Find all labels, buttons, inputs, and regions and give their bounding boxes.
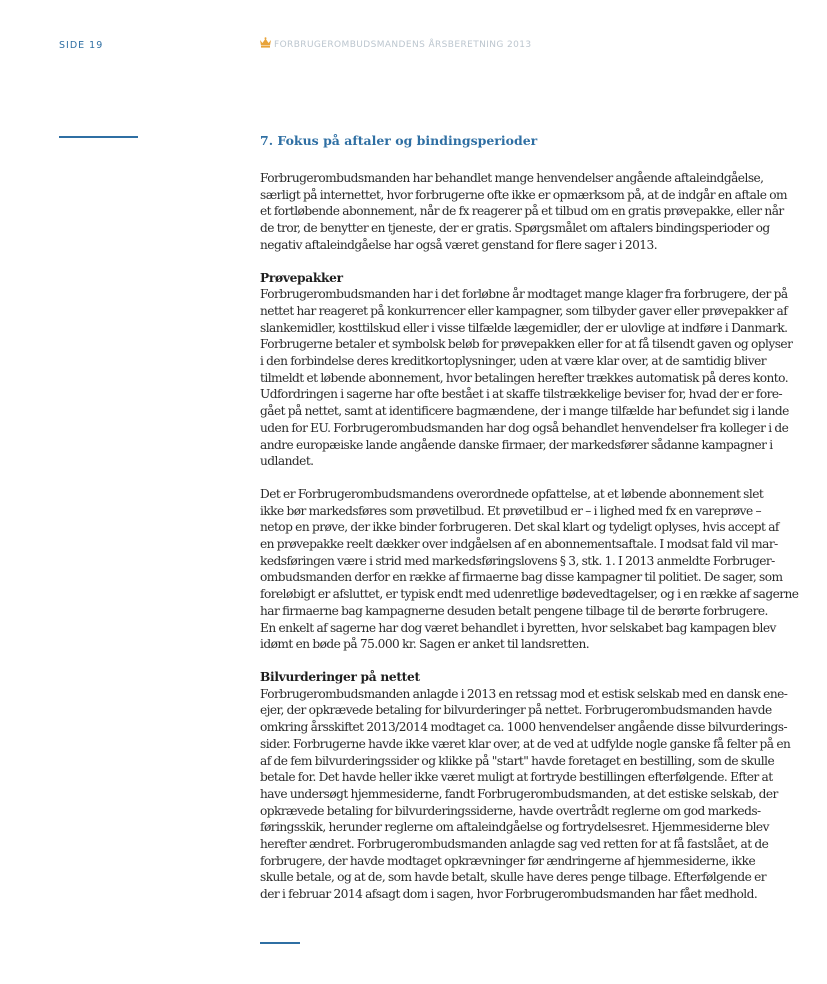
bilvurderinger-heading: Bilvurderinger på nettet <box>260 669 420 684</box>
section-title: 7. Fokus på aftaler og bindingsperioder <box>260 133 538 148</box>
text-line: ejer, der opkrævede betaling for bilvurderinger på nettet. Forbrugerombudsmanden havde <box>260 703 772 718</box>
text-line: udlandet. <box>260 454 314 469</box>
text-line: der i februar 2014 afsagt dom i sagen, hvor Forbrugerombudsmanden har fået medhold. <box>260 887 758 902</box>
text-line: ombudsmanden derfor en række af firmaerne bag disse kampagner til politiet. De sager, som <box>260 570 783 585</box>
text-line: Det er Forbrugerombudsmandens overordnede opfattelse, at et løbende abonnement slet <box>260 486 764 501</box>
text-line: Forbrugerombudsmanden har i det forløbne år modtaget mange klager fra forbrugere, der på <box>260 287 788 302</box>
left-accent-rule <box>59 136 138 138</box>
text-line: opkrævede betaling for bilvurderingssiderne, havde overtrådt reglerne om god markeds- <box>260 803 761 818</box>
text-line: skulle betale, og at de, som havde betalt, skulle have deres penge tilbage. Efterfølgende er <box>260 870 767 885</box>
text-line: Forbrugerombudsmanden har behandlet mange henvendelser angående aftaleindgåelse, <box>260 171 764 185</box>
text-line: Forbrugerombudsmanden anlagde i 2013 en retssag mod et estisk selskab med en dansk ene- <box>260 686 788 701</box>
text-line: Forbrugerne betaler et symbolsk beløb for prøvepakken eller for at få tilsendt gaven og oplyser <box>260 337 793 352</box>
text-line: gået på nettet, samt at identificere bagmændene, der i mange tilfælde har befundet sig i lande <box>260 404 789 419</box>
text-line: foreløbigt er afsluttet, er typisk endt med udenretlige bødevedtagelser, og i en række af sagerne <box>260 587 799 602</box>
text-line: de tror, de benytter en tjeneste, der er gratis. Spørgsmålet om aftalers bindingsperioder og <box>260 221 770 236</box>
crown-icon <box>259 37 272 48</box>
text-line: sider. Forbrugerne havde ikke været klar over, at de ved at udfylde nogle ganske få felter på en <box>260 736 791 751</box>
text-line: tilmeldt et løbende abonnement, hvor betalingen herefter trækkes automatisk på deres konto. <box>260 370 789 385</box>
text-line: ikke bør markedsføres som prøvetilbud. Et prøvetilbud er – i lighed med fx en vareprøve – <box>260 503 762 518</box>
text-line: et fortløbende abonnement, når de fx reagerer på et tilbud om en gratis prøvepakke, eller når <box>260 204 784 219</box>
text-line: en prøvepakke reelt dækker over indgåelsen af en abonnementsaftale. I modsat fald vil mar- <box>260 537 778 552</box>
text-line: omkring årsskiftet 2013/2014 modtaget ca. 1000 henvendelser angående disse bilvurderings- <box>260 720 788 735</box>
text-line: betale for. Det havde heller ikke været muligt at fortryde bestillingen efterfølgende. Efter at <box>260 770 773 785</box>
text-line: herefter ændret. Forbrugerombudsmanden anlagde sag ved retten for at få fastslået, at de <box>260 837 769 852</box>
bottom-accent-rule <box>260 942 300 944</box>
intro-paragraph <box>260 170 790 254</box>
running-header-title: FORBRUGEROMBUDSMANDENS ÅRSBERETNING 2013 <box>274 40 532 50</box>
text-line: føringsskik, herunder reglerne om aftaleindgåelse og fortrydelsesret. Hjemmesiderne blev <box>260 820 769 835</box>
bilvurderinger-section <box>260 669 790 903</box>
text-line: idømt en bøde på 75.000 kr. Sagen er anket til landsretten. <box>260 637 590 652</box>
text-line: negativ aftaleindgåelse har også været genstand for flere sager i 2013. <box>260 237 658 252</box>
proevepakker-section <box>260 270 793 470</box>
text-line: Udfordringen i sagerne har ofte bestået i at skaffe tilstrækkelige beviser for, hvad der er fore- <box>260 387 783 402</box>
proevepakker-heading: Prøvepakker <box>260 270 343 285</box>
text-line: netop en prøve, der ikke binder forbrugeren. Det skal klart og tydeligt oplyses, hvis accept af <box>260 520 779 535</box>
page-number: SIDE 19 <box>59 40 104 51</box>
text-line: uden for EU. Forbrugerombudsmanden har dog også behandlet henvendelser fra kolleger i de <box>260 420 789 435</box>
text-line: andre europæiske lande angående danske firmaer, der markedsfører sådanne kampagner i <box>260 437 773 452</box>
text-line: nettet har reageret på konkurrencer eller kampagner, som tilbyder gaver eller prøvepakker af <box>260 303 788 318</box>
text-line: have undersøgt hjemmesiderne, fandt Forbrugerombudsmanden, at det estiske selskab, der <box>260 786 778 801</box>
opfattelse-paragraph <box>260 486 799 653</box>
article-body <box>260 132 799 919</box>
text-line: i den forbindelse deres kreditkortoplysninger, uden at være klar over, at de samtidig bliver <box>260 354 767 369</box>
text-line: kedsføringen være i strid med markedsføringslovens § 3, stk. 1. I 2013 anmeldte Forbruger- <box>260 553 775 568</box>
text-line: forbrugere, der havde modtaget opkrævninger før ændringerne af hjemmesiderne, ikke <box>260 853 756 868</box>
text-line: slankemidler, kosttilskud eller i visse tilfælde lægemidler, der er ulovlige at indføre i Danmark. <box>260 320 788 335</box>
text-line: af de fem bilvurderingssider og klikke på "start" havde foretaget en bestilling, som de skulle <box>260 753 775 768</box>
text-line: En enkelt af sagerne har dog været behandlet i byretten, hvor selskabet bag kampagen blev <box>260 620 776 635</box>
text-line: særligt på internettet, hvor forbrugerne ofte ikke er opmærksom på, at de indgår en aftale om <box>260 187 787 202</box>
running-header <box>259 37 532 50</box>
text-line: har firmaerne bag kampagnerne desuden betalt pengene tilbage til de berørte forbrugere. <box>260 603 768 618</box>
